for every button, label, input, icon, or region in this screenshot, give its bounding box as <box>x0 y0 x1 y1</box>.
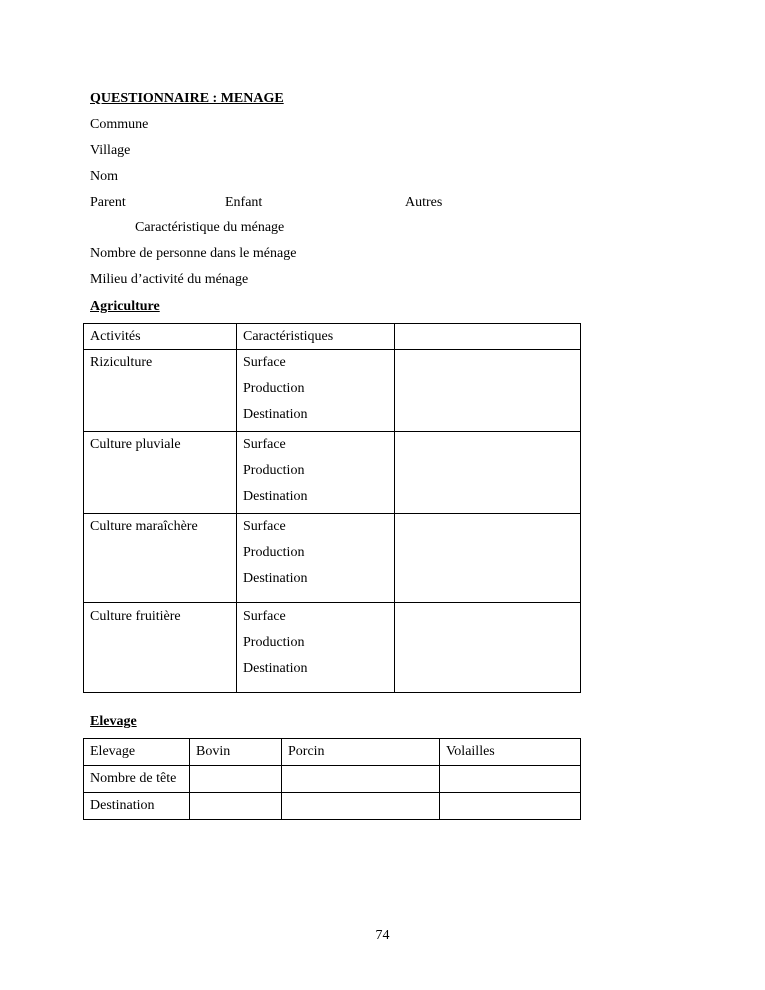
cell-volailles <box>440 766 581 793</box>
activity-riziculture: Riziculture <box>84 350 237 432</box>
item-destination: Destination <box>243 489 308 504</box>
table-row <box>84 432 581 514</box>
elevage-table <box>83 738 581 820</box>
empty-cell <box>395 603 581 693</box>
agriculture-section-title: Agriculture <box>90 299 160 314</box>
item-surface: Surface <box>243 437 286 452</box>
activity-culture-fruitiere: Culture fruitière <box>84 603 237 693</box>
item-production: Production <box>243 545 305 560</box>
activity-culture-maraichere: Culture maraîchère <box>84 514 237 603</box>
cell-bovin <box>190 793 282 820</box>
header-bovin: Bovin <box>190 739 282 766</box>
header-porcin: Porcin <box>282 739 440 766</box>
characteristics-cell <box>237 432 395 514</box>
parent-label: Parent <box>90 195 126 210</box>
characteristics-cell <box>237 514 395 603</box>
header-volailles: Volailles <box>440 739 581 766</box>
item-destination: Destination <box>243 571 308 586</box>
empty-cell <box>395 350 581 432</box>
page-number: 74 <box>375 928 390 943</box>
characteristics-cell <box>237 350 395 432</box>
cell-porcin <box>282 766 440 793</box>
enfant-label: Enfant <box>225 195 263 210</box>
item-production: Production <box>243 381 305 396</box>
header-caracteristiques: Caractéristiques <box>237 324 395 350</box>
empty-cell <box>395 432 581 514</box>
characteristics-cell <box>237 603 395 693</box>
row-label-destination: Destination <box>84 793 190 820</box>
caracteristique-heading: Caractéristique du ménage <box>135 220 285 235</box>
cell-volailles <box>440 793 581 820</box>
cell-porcin <box>282 793 440 820</box>
nom-label: Nom <box>90 169 118 184</box>
table-row <box>84 350 581 432</box>
table-row <box>84 603 581 693</box>
agriculture-table <box>83 323 581 693</box>
item-surface: Surface <box>243 609 286 624</box>
item-destination: Destination <box>243 407 308 422</box>
item-surface: Surface <box>243 519 286 534</box>
item-production: Production <box>243 635 305 650</box>
agriculture-header-row <box>84 324 581 350</box>
document-title: QUESTIONNAIRE : MENAGE <box>90 91 284 106</box>
table-row <box>84 514 581 603</box>
table-row <box>84 793 581 820</box>
nombre-personne-label: Nombre de personne dans le ménage <box>90 246 297 261</box>
header-activites: Activités <box>84 324 237 350</box>
table-row <box>84 766 581 793</box>
elevage-header-row <box>84 739 581 766</box>
activity-culture-pluviale: Culture pluviale <box>84 432 237 514</box>
item-destination: Destination <box>243 661 308 676</box>
item-surface: Surface <box>243 355 286 370</box>
row-label-nombre-tete: Nombre de tête <box>84 766 190 793</box>
header-empty <box>395 324 581 350</box>
commune-label: Commune <box>90 117 149 132</box>
header-elevage: Elevage <box>84 739 190 766</box>
item-production: Production <box>243 463 305 478</box>
cell-bovin <box>190 766 282 793</box>
milieu-activite-label: Milieu d’activité du ménage <box>90 272 249 287</box>
autres-label: Autres <box>405 195 443 210</box>
village-label: Village <box>90 143 131 158</box>
elevage-section-title: Elevage <box>90 714 137 729</box>
empty-cell <box>395 514 581 603</box>
